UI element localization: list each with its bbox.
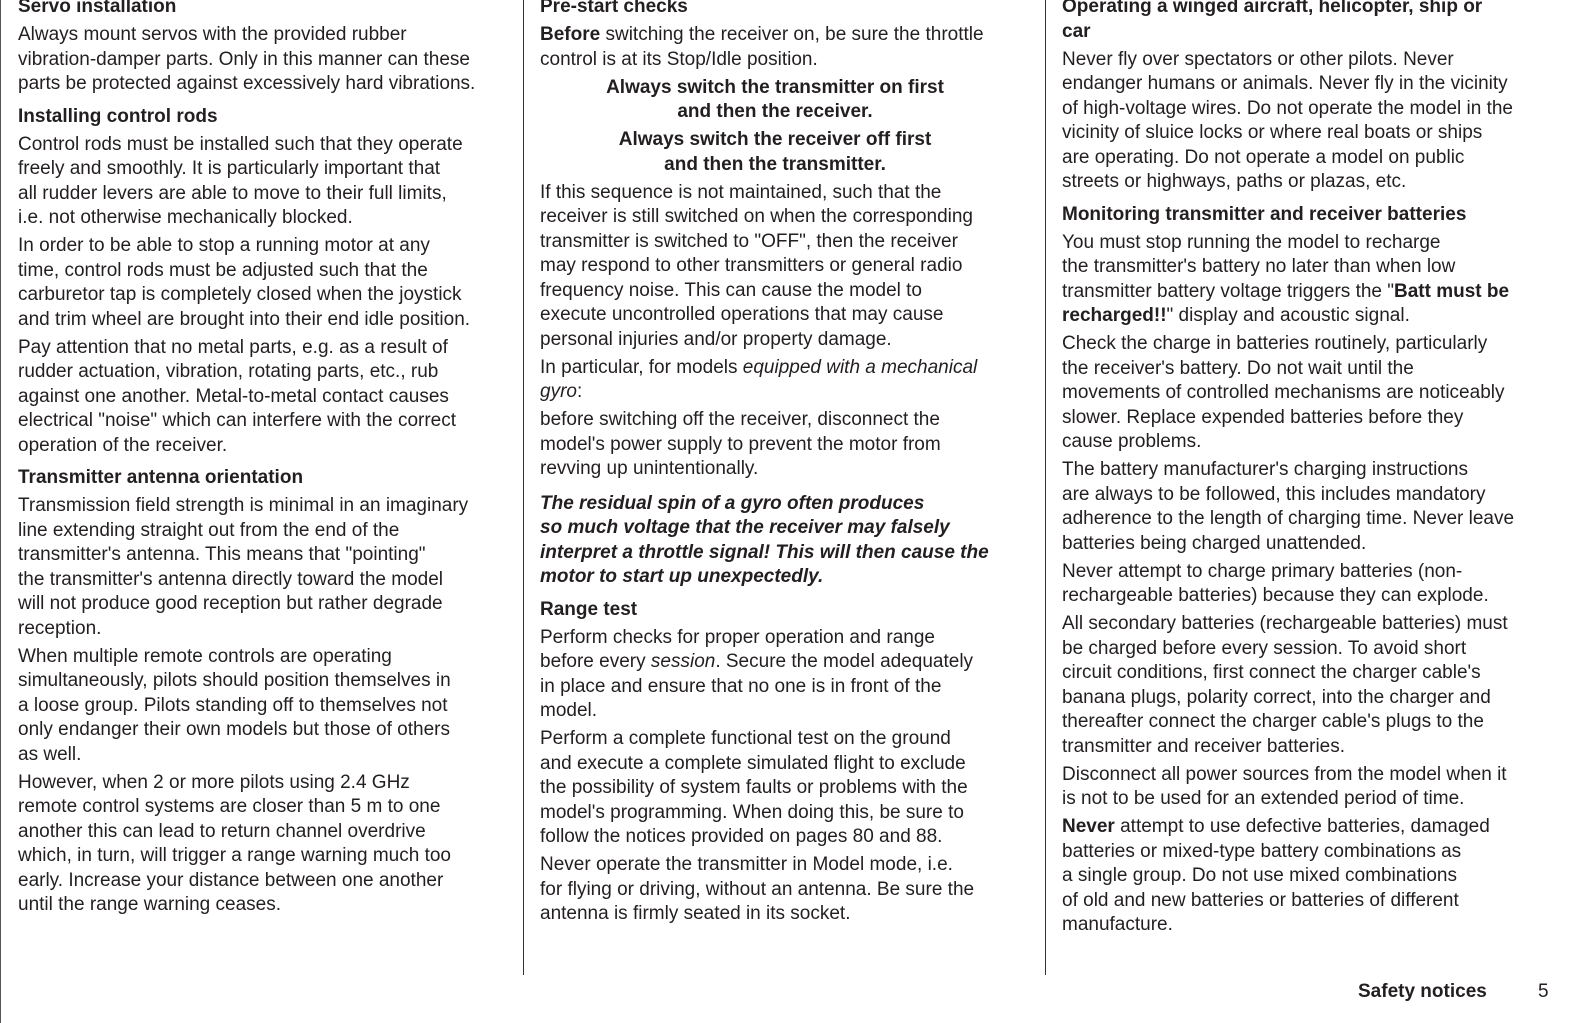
text-run: Perform checks for proper operation and range before every xyxy=(540,626,935,672)
paragraph xyxy=(540,626,1030,724)
text-run: . Secure the model adequately in place and ensure that no one is in front of the model. xyxy=(540,651,974,721)
page-edge xyxy=(0,0,1,1023)
page-number: 5 xyxy=(1538,981,1549,1002)
paragraph xyxy=(18,494,513,641)
paragraph xyxy=(540,356,1030,405)
paragraph xyxy=(18,771,513,918)
section-heading xyxy=(18,0,513,20)
paragraph xyxy=(1062,763,1562,812)
text-run: Operating a winged aircraft, helicopter, ship or car xyxy=(1062,0,1483,42)
paragraph xyxy=(1062,231,1562,329)
text-run: Monitoring transmitter and receiver batteries xyxy=(1062,203,1467,225)
footer-section-title: Safety notices xyxy=(1358,981,1487,1002)
section-heading xyxy=(1062,0,1562,44)
text-run: Transmitter antenna orientation xyxy=(18,467,304,488)
text-run: Pre-start checks xyxy=(540,0,688,17)
text-run: Servo installation xyxy=(18,0,177,17)
text-run: Batt must be recharged!! xyxy=(1062,280,1510,326)
section-heading xyxy=(18,105,513,130)
paragraph xyxy=(540,853,1030,927)
text-run: Disconnect all power sources from the model when it is not to be used for an extended period of time. xyxy=(1062,763,1507,809)
text-run: Check the charge in batteries routinely, particularly the receiver's battery. Do not wait until the movements of controlled mechanisms are noticeably slower. Replace expended batteries before they cause problems. xyxy=(1062,333,1505,452)
paragraph xyxy=(18,23,513,97)
paragraph xyxy=(540,181,1030,353)
text-run: session xyxy=(650,651,716,672)
paragraph xyxy=(18,645,513,768)
text-run: switching the receiver on, be sure the throttle control is at its Stop/Idle position. xyxy=(540,24,984,70)
text-run: : xyxy=(576,381,583,402)
paragraph xyxy=(1062,815,1562,938)
text-run: Never xyxy=(1062,816,1115,837)
section-heading xyxy=(1062,203,1562,228)
section-heading xyxy=(540,0,1030,20)
emphasis-notice xyxy=(540,128,1030,177)
text-run: equipped with a mechanical gyro xyxy=(540,356,978,402)
paragraph xyxy=(18,234,513,332)
column-3 xyxy=(1062,0,1562,941)
paragraph xyxy=(1062,332,1562,455)
text-run: Perform a complete functional test on the ground and execute a complete simulated flight to exclude the possibility of system faults or problems with the model's programming. When doing this, be sure to follow the notices provided on pages 80 and 88. xyxy=(540,728,968,847)
paragraph xyxy=(540,408,1030,482)
text-run: Range test xyxy=(540,598,638,620)
emphasis-notice xyxy=(540,76,1030,125)
column-2 xyxy=(540,0,1030,930)
paragraph xyxy=(18,336,513,459)
text-run: Always mount servos with the provided rubber vibration-damper parts. Only in this manner can these parts be protected against excessively hard vibrations. xyxy=(18,24,476,94)
section-heading xyxy=(540,598,1030,623)
text-run: In order to be able to stop a running motor at any time, control rods must be adjusted such that the carburetor tap is completely closed when the joystick and trim wheel are brought into their end idle position. xyxy=(18,235,471,330)
section-heading xyxy=(18,466,513,491)
text-run: Transmission field strength is minimal in an imaginary line extending straight out from the end of the transmitter's antenna. This means that "pointing" the transmitter's antenna directly toward the model will not produce good reception but rather degrade reception. xyxy=(18,495,469,639)
text-run: Never operate the transmitter in Model mode, i.e. for flying or driving, without an antenna. Be sure the antenna is firmly seated in its socket. xyxy=(540,854,975,924)
text-run: Always switch the receiver off first and then the transmitter. xyxy=(618,129,932,175)
text-run: In particular, for models xyxy=(540,356,743,378)
text-run: You must stop running the model to recharge the transmitter's battery no later than when low transmitter battery voltage triggers the " xyxy=(1062,231,1456,302)
paragraph xyxy=(1062,48,1562,195)
text-run: The residual spin of a gyro often produces so much voltage that the receiver may falsely interpret a throttle signal! This will then cause the motor to start up unexpectedly. xyxy=(540,492,989,587)
text-run: However, when 2 or more pilots using 2.4 GHz remote control systems are closer than 5 m to one another this can lead to return channel overdrive which, in turn, will trigger a range warning much too early. Increase your distance between one another until the range warning ceases. xyxy=(18,771,451,915)
column-divider xyxy=(523,0,524,975)
text-run: Before xyxy=(540,24,601,45)
paragraph xyxy=(540,727,1030,850)
paragraph xyxy=(1062,612,1562,759)
text-run: Installing control rods xyxy=(18,105,218,127)
text-run: Never fly over spectators or other pilots. Never endanger humans or animals. Never fly in the vicinity of high-voltage wires. Do not operate the model in the vicinity of sluice locks or where real boats or ships are operating. Do not operate a model on public streets or highways, paths or plazas, etc. xyxy=(1062,48,1513,192)
text-run: If this sequence is not maintained, such that the receiver is still switched on when the corresponding transmitter is switched to "OFF", then the receiver may respond to other transmitters or general radio frequency noise. This can cause the model to execute uncontrolled operations that may cause personal injuries and/or property damage. xyxy=(540,181,973,350)
text-run: All secondary batteries (rechargeable batteries) must be charged before every session. To avoid short circuit conditions, first connect the charger cable's banana plugs, polarity correct, into the charger and thereafter connect the charger cable's plugs to the transmitter and receiver batteries. xyxy=(1062,613,1508,757)
text-run: Never attempt to charge primary batteries (non- rechargeable batteries) because they can explode. xyxy=(1062,560,1489,606)
text-run: When multiple remote controls are operating simultaneously, pilots should position themselves in a loose group. Pilots standing off to themselves not only endanger their own models but those of others as well. xyxy=(18,645,451,765)
paragraph xyxy=(1062,560,1562,609)
text-run: before switching off the receiver, disconnect the model's power supply to prevent the motor from revving up unintentionally. xyxy=(540,409,941,479)
paragraph xyxy=(540,23,1030,72)
column-1 xyxy=(18,0,513,921)
text-run: attempt to use defective batteries, damaged batteries or mixed-type battery combinations as a single group. Do not use mixed combinations of old and new batteries or batteries of different manufacture. xyxy=(1062,816,1490,935)
text-run: " display and acoustic signal. xyxy=(1166,305,1410,326)
paragraph xyxy=(18,133,513,231)
text-run: The battery manufacturer's charging instructions are always to be followed, this includes mandatory adherence to the length of charging time. Never leave batteries being charged unattended. xyxy=(1062,459,1515,554)
warning-note xyxy=(540,492,1030,590)
text-run: Pay attention that no metal parts, e.g. as a result of rudder actuation, vibration, rotating parts, etc., rub against one another. Metal-to-metal contact causes electrical "noise" which can interfere with the correct operation of the receiver. xyxy=(18,336,457,456)
paragraph xyxy=(1062,458,1562,556)
text-run: Always switch the transmitter on first and then the receiver. xyxy=(606,76,944,122)
text-run: Control rods must be installed such that they operate freely and smoothly. It is particularly important that all rudder levers are able to move to their full limits, i.e. not otherwise mechanically blocked. xyxy=(18,133,463,228)
column-divider xyxy=(1045,0,1046,975)
